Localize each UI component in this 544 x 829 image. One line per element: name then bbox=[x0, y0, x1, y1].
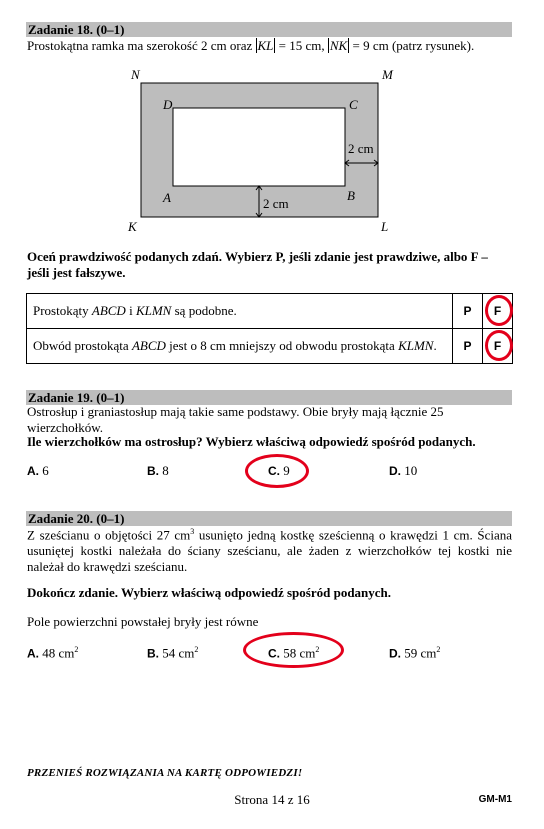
nk-abs: NK bbox=[329, 38, 348, 53]
task19-intro: Ostrosłup i graniastosłup mają takie same podstawy. Obie bryły mają łącznie 25 wierzchołków. bbox=[27, 404, 444, 435]
table-row bbox=[27, 294, 513, 329]
task20-stem: Pole powierzchni powstałej bryły jest równe bbox=[27, 614, 259, 629]
page-number: Strona 14 z 16 bbox=[234, 792, 310, 807]
task19-option-d[interactable]: D. 10 bbox=[389, 463, 418, 478]
task18-intro: Prostokątna ramka ma szerokość 2 cm oraz KL = 15 cm, NK = 9 cm (patrz rysunek). bbox=[27, 38, 475, 53]
task19-option-b[interactable]: B. 8 bbox=[147, 463, 169, 478]
task20-option-d[interactable]: D. 59 $cm^2$ bbox=[389, 645, 441, 661]
vertex-A: A bbox=[163, 190, 171, 205]
true-false-table bbox=[26, 293, 513, 364]
task20-header: Zadanie 20. (0–1) bbox=[26, 511, 512, 526]
table-row bbox=[27, 329, 513, 364]
marked-circle bbox=[485, 295, 513, 326]
vertex-M: M bbox=[382, 67, 393, 82]
task18-instruction: Oceń prawdziwość podanych zdań. Wybierz P, jeśli zdanie jest prawdziwe, albo F – jeśli jest fałszywe. bbox=[27, 249, 488, 280]
task19-question: Ile wierzchołków ma ostrosłup? Wybierz właściwą odpowiedź spośród podanych. bbox=[27, 434, 476, 449]
task20-option-a[interactable]: A. 48 $cm^2$ bbox=[27, 645, 79, 661]
task19-option-a[interactable]: A. 6 bbox=[27, 463, 49, 478]
task20-intro: Z sześcianu o objętości 27 $cm^3$ usunięto jedną kostkę sześcienną o krawędzi 1 cm. Ściana usuniętej kostki należała do ściany sześcianu, ale żaden z wierzchołków tej kostki nie należał do krawędzi sześcianu. bbox=[27, 527, 512, 575]
marked-circle bbox=[245, 454, 309, 488]
marked-circle bbox=[243, 632, 344, 668]
vertex-B: B bbox=[347, 188, 355, 203]
task20-option-b[interactable]: B. 54 $cm^2$ bbox=[147, 645, 199, 661]
vertex-K: K bbox=[128, 219, 137, 234]
vertex-N: N bbox=[131, 67, 140, 82]
inner-rectangle bbox=[173, 108, 345, 186]
answer-p-2[interactable]: P bbox=[453, 329, 483, 364]
exam-code: GM-M1 bbox=[478, 794, 512, 805]
task20-question: Dokończ zdanie. Wybierz właściwą odpowiedź spośród podanych. bbox=[27, 585, 392, 600]
statement-2: Obwód prostokąta ABCD jest o 8 cm mniejszy od obwodu prostokąta KLMN. bbox=[27, 329, 453, 364]
dim-right-label: 2 cm bbox=[348, 141, 374, 156]
vertex-L: L bbox=[381, 219, 389, 234]
frame-diagram bbox=[0, 0, 544, 260]
task19-header: Zadanie 19. (0–1) bbox=[26, 390, 512, 405]
vertex-D: D bbox=[163, 97, 173, 112]
answer-p-1[interactable]: P bbox=[453, 294, 483, 329]
footer-notice: PRZENIEŚ ROZWIĄZANIA NA KARTĘ ODPOWIEDZI! bbox=[27, 767, 303, 779]
task18-header: Zadanie 18. (0–1) bbox=[26, 22, 512, 37]
vertex-C: C bbox=[349, 97, 358, 112]
marked-circle bbox=[485, 330, 513, 361]
answer-f-1[interactable]: F bbox=[483, 294, 513, 329]
answer-f-2[interactable]: F bbox=[483, 329, 513, 364]
kl-abs: KL bbox=[257, 38, 274, 53]
task19-option-c[interactable]: C. 9 bbox=[268, 463, 290, 478]
dim-bottom-label: 2 cm bbox=[263, 196, 289, 211]
task20-option-c[interactable]: C. 58 $cm^2$ bbox=[268, 645, 320, 661]
statement-1: Prostokąty ABCD i KLMN są podobne. bbox=[27, 294, 453, 329]
